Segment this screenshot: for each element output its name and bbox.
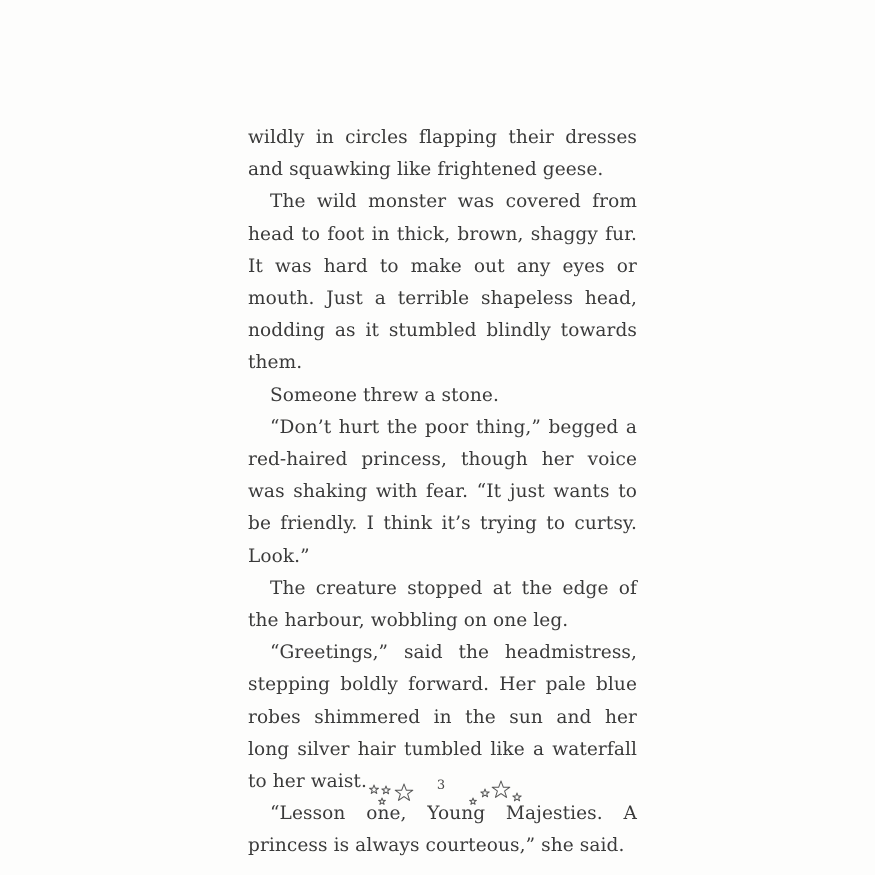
stars-cluster-icon — [465, 776, 535, 816]
body-text — [248, 122, 637, 863]
page-footer — [0, 776, 875, 816]
paragraph-3: Someone threw a stone. — [270, 384, 499, 406]
paragraph-2: The wild monster was covered from head to foot in thick, brown, shaggy fur. It was hard to make out any eyes or mouth. Just a terrible shapeless head, nodding as it stumbled blindly towards them. — [248, 191, 637, 374]
paragraph-7: “Lesson one, Young Majesties. A princess is always courteous,” she said. — [248, 803, 637, 857]
paragraph-4: “Don’t hurt the poor thing,” begged a red-haired princess, though her voice was shaking with fear. “It just wants to be friendly. I think it’s trying to curtsy. Look.” — [248, 416, 637, 567]
paragraph-6: “Greetings,” said the headmistress, stepping boldly forward. Her pale blue robes shimmered in the sun and her long silver hair tumbled like a waterfall to her waist. — [248, 642, 637, 793]
page-number: 3 — [436, 778, 446, 793]
stars-cluster-icon — [362, 776, 432, 816]
paragraph-5: The creature stopped at the edge of the harbour, wobbling on one leg. — [248, 577, 637, 632]
paragraph-1: wildly in circles flapping their dresses and squawking like frightened geese. — [248, 127, 637, 181]
